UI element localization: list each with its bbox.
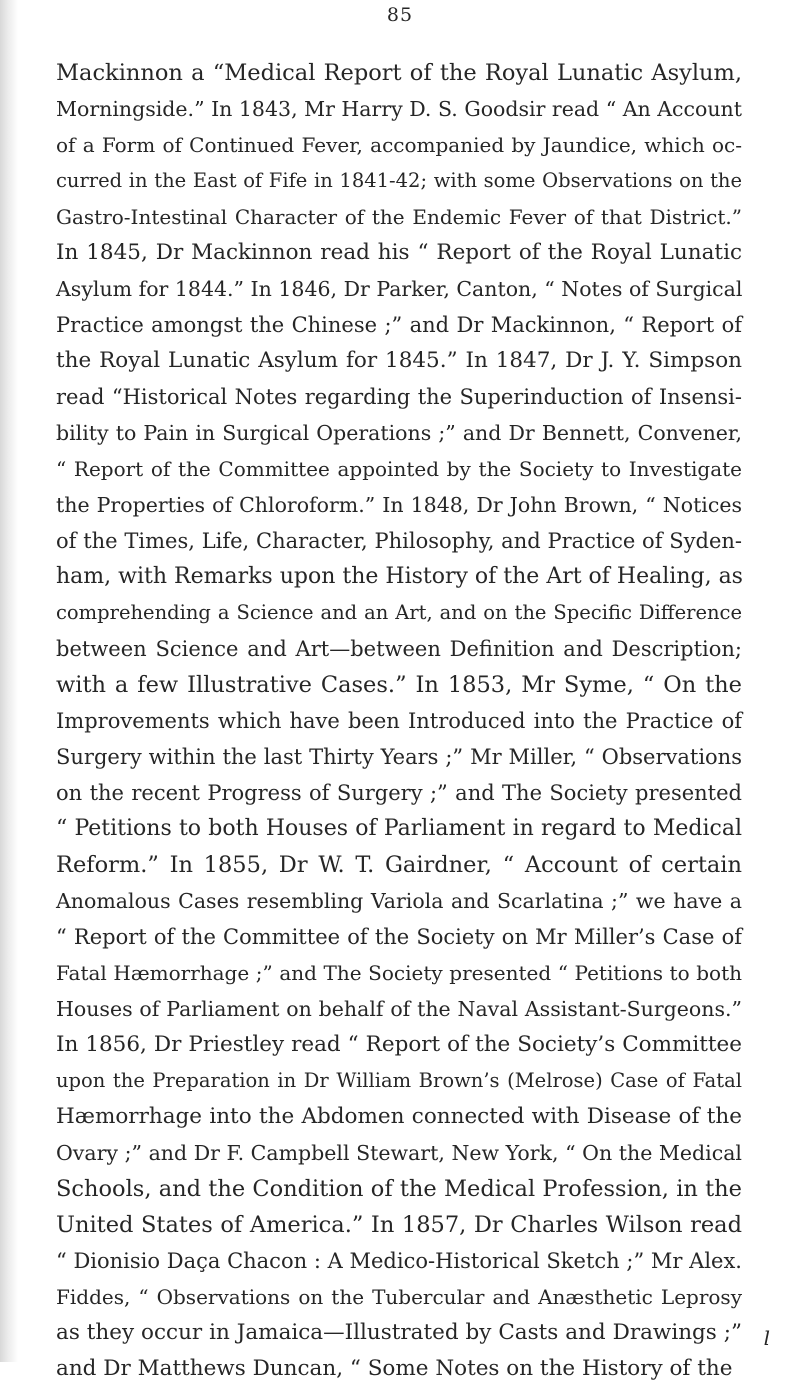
text-line: Asylum for 1844.” In 1846, Dr Parker, Canton, “ Notes of Surgical bbox=[56, 277, 743, 301]
text-line: read “Historical Notes regarding the Superinduction of Insensi- bbox=[56, 385, 742, 409]
text-line: of a Form of Continued Fever, accompanied by Jaundice, which oc- bbox=[56, 133, 742, 157]
text-line: Practice amongst the Chinese ;” and Dr Mackinnon, “ Report of bbox=[56, 313, 742, 337]
text-line: with a few Illustrative Cases.” In 1853, Mr Syme, “ On the bbox=[56, 672, 742, 698]
text-line: Gastro-Intestinal Character of the Endemic Fever of that District.” bbox=[56, 205, 742, 229]
text-line: between Science and Art—between Definition and Description; bbox=[56, 637, 742, 661]
page-binding-shadow bbox=[0, 0, 18, 1362]
text-line: Anomalous Cases resembling Variola and Scarlatina ;” we have a bbox=[56, 889, 742, 913]
text-line: of the Times, Life, Character, Philosophy, and Practice of Syden- bbox=[56, 529, 742, 553]
text-line: In 1845, Dr Mackinnon read his “ Report of the Royal Lunatic bbox=[56, 240, 742, 265]
text-line: Fatal Hæmorrhage ;” and The Society presented “ Petitions to both bbox=[56, 961, 742, 985]
signature-mark: l bbox=[763, 1326, 770, 1350]
text-line: and Dr Matthews Duncan, “ Some Notes on the History of the bbox=[56, 1356, 733, 1381]
text-line: Hæmorrhage into the Abdomen connected with Disease of the bbox=[56, 1104, 742, 1129]
text-line: “ Dionisio Daça Chacon : A Medico-Historical Sketch ;” Mr Alex. bbox=[56, 1249, 742, 1273]
text-line: Improvements which have been Introduced into the Practice of bbox=[56, 709, 742, 733]
text-line: Ovary ;” and Dr F. Campbell Stewart, New York, “ On the Medical bbox=[56, 1141, 742, 1165]
text-line: curred in the East of Fife in 1841-42; with some Observations on the bbox=[56, 169, 742, 192]
text-line: Schools, and the Condition of the Medical Profession, in the bbox=[56, 1176, 742, 1202]
text-line: Surgery within the last Thirty Years ;” Mr Miller, “ Observations bbox=[56, 745, 742, 769]
text-line: Houses of Parliament on behalf of the Naval Assistant-Surgeons.” bbox=[56, 997, 742, 1021]
text-line: In 1856, Dr Priestley read “ Report of the Society’s Committee bbox=[56, 1032, 742, 1057]
text-line: “ Report of the Committee of the Society on Mr Miller’s Case of bbox=[56, 925, 742, 949]
text-line: United States of America.” In 1857, Dr Charles Wilson read bbox=[56, 1212, 742, 1238]
text-line: bility to Pain in Surgical Operations ;” and Dr Bennett, Convener, bbox=[56, 421, 742, 445]
text-line: Reform.” In 1855, Dr W. T. Gairdner, “ Account of certain bbox=[56, 852, 742, 878]
text-line: Fiddes, “ Observations on the Tubercular and Anæsthetic Leprosy bbox=[56, 1285, 742, 1309]
text-line: ham, with Remarks upon the History of the Art of Healing, as bbox=[56, 564, 743, 589]
text-line: the Properties of Chloroform.” In 1848, Dr John Brown, “ Notices bbox=[56, 493, 742, 517]
text-line: Mackinnon a “Medical Report of the Royal Lunatic Asylum, bbox=[56, 60, 742, 86]
text-line: comprehending a Science and an Art, and on the Specific Difference bbox=[56, 601, 742, 624]
text-line: “ Report of the Committee appointed by the Society to Investigate bbox=[56, 457, 742, 481]
text-line: on the recent Progress of Surgery ;” and The Society presented bbox=[56, 781, 742, 805]
text-line: as they occur in Jamaica—Illustrated by Casts and Drawings ;” bbox=[56, 1320, 742, 1345]
page-number: 85 bbox=[386, 4, 414, 26]
text-line: the Royal Lunatic Asylum for 1845.” In 1847, Dr J. Y. Simpson bbox=[56, 348, 742, 373]
text-line: “ Petitions to both Houses of Parliament in regard to Medical bbox=[56, 816, 742, 841]
text-line: upon the Preparation in Dr William Brown’s (Melrose) Case of Fatal bbox=[56, 1069, 742, 1092]
text-line: Morningside.” In 1843, Mr Harry D. S. Goodsir read “ An Account bbox=[56, 97, 742, 121]
body-text bbox=[56, 55, 742, 1387]
